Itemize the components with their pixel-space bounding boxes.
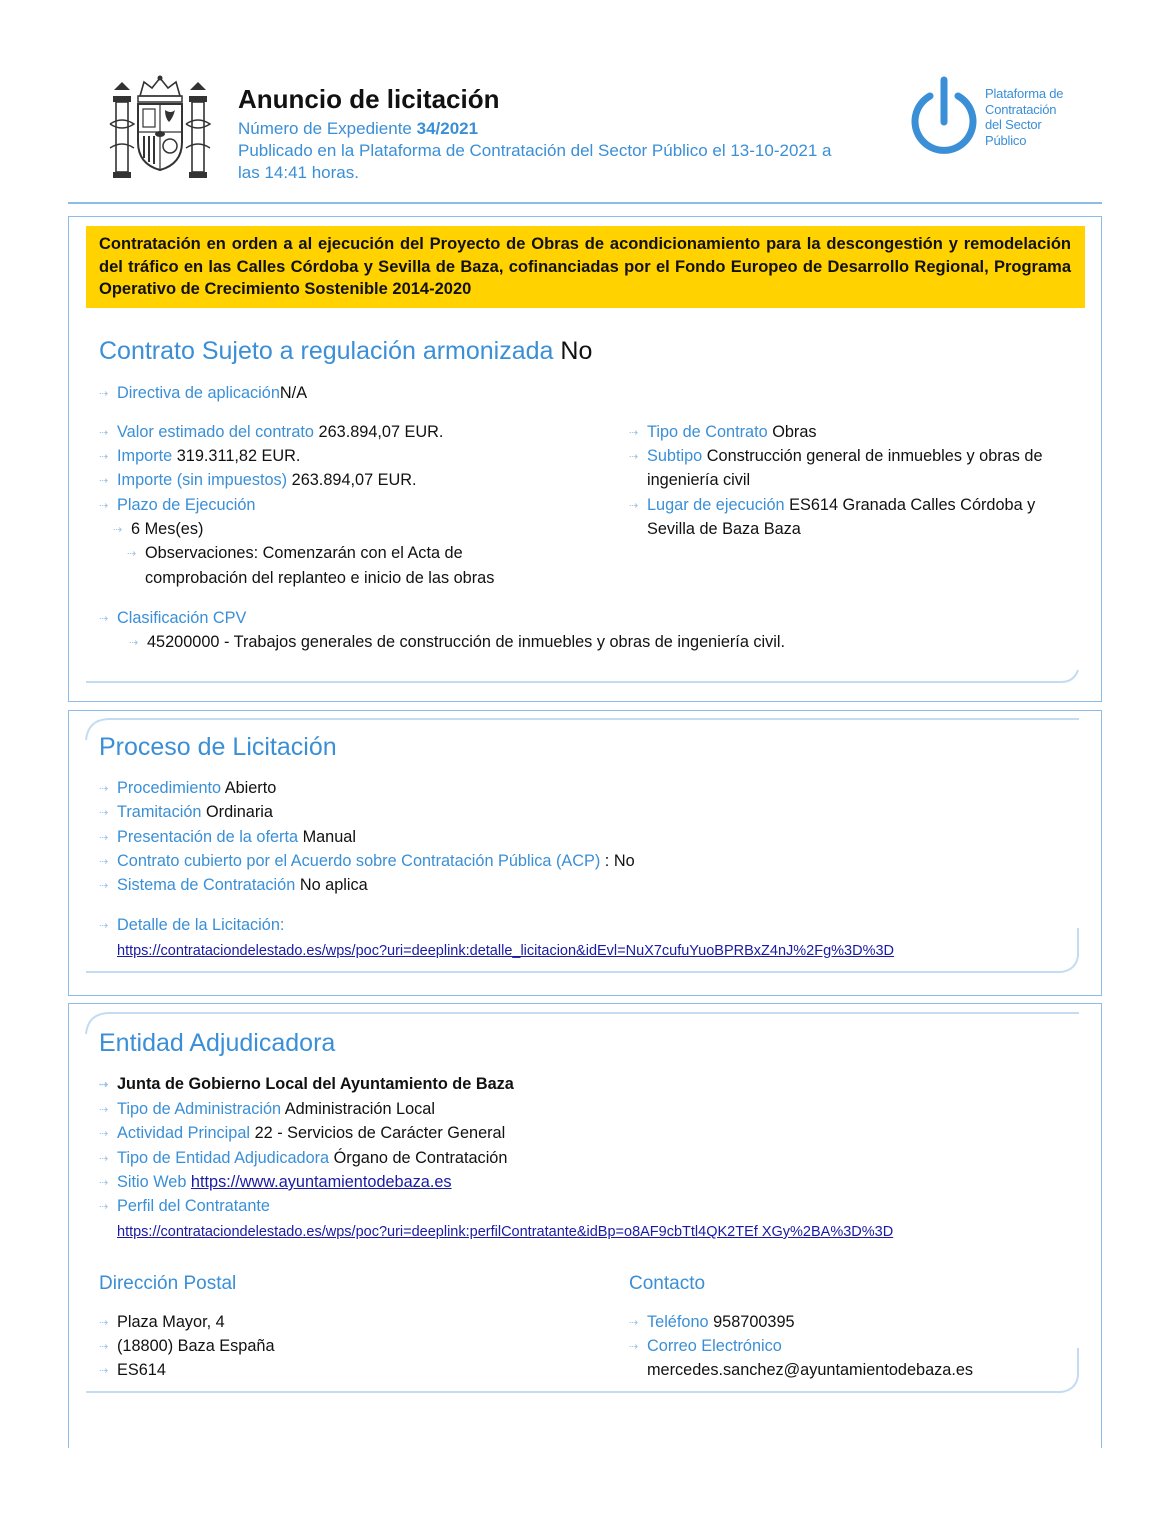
platform-text-line: Contratación [985,101,1057,117]
arrow-icon: ⇢ [99,475,109,487]
procedimiento-value: Abierto [224,779,277,797]
published-line-1: Publicado en la Plataforma de Contratación del Sector Público el 13-10-2021 a [238,141,832,160]
arrow-icon: ⇢ [99,1128,109,1140]
arrow-icon: ⇢ [99,427,109,439]
arrow-icon: ⇢ [127,548,137,560]
arrow-icon: ⇢ [99,1317,109,1329]
panel-corner-decoration [86,660,1082,686]
directiva-label: Directiva de aplicación [117,384,280,402]
sitio-web-row [99,1170,452,1196]
presentacion-label: Presentación de la oferta [117,828,299,846]
arrow-icon: ⇢ [99,451,109,463]
detalle-link-row [117,938,894,964]
tipo-admin-row [99,1097,435,1123]
subtipo-value: Construcción general de inmuebles y obras de [706,447,1043,465]
detalle-row [99,913,284,939]
entidad-heading: Entidad Adjudicadora [99,1029,336,1057]
arrow-icon: ⇢ [99,388,109,400]
actividad-value: 22 - Servicios de Carácter General [254,1124,506,1142]
direccion-heading: Dirección Postal [99,1273,237,1294]
presentacion-row [99,825,356,851]
direccion-line-2-row [99,1334,275,1360]
importe-sin-label: Importe (sin impuestos) [117,471,288,489]
arrow-icon: ⇢ [99,1177,109,1189]
acp-label: Contrato cubierto por el Acuerdo sobre Contratación Pública (ACP) [117,852,601,870]
tipo-entidad-label: Tipo de Entidad Adjudicadora [117,1149,330,1167]
arrow-icon: ⇢ [99,1104,109,1116]
entidad-name-row [99,1072,514,1098]
tipo-admin-label: Tipo de Administración [117,1100,282,1118]
subtipo-label: Subtipo [647,447,703,465]
cpv-label: Clasificación CPV [117,609,247,627]
procedimiento-row [99,776,276,802]
plazo-label: Plazo de Ejecución [117,496,256,514]
plazo-value-row [113,517,203,543]
tipo-admin-value: Administración Local [284,1100,435,1118]
lugar-label: Lugar de ejecución [647,496,785,514]
arrow-icon: ⇢ [99,832,109,844]
contrato-heading [99,337,592,366]
arrow-icon: ⇢ [99,1079,109,1091]
published-line-2: las 14:41 horas. [238,163,359,182]
procedimiento-label: Procedimiento [117,779,222,797]
directiva-row [99,381,307,407]
direccion-line-1-row [99,1310,225,1336]
correo-value: mercedes.sanchez@ayuntamientodebaza.es [647,1361,974,1379]
actividad-row [99,1121,505,1147]
arrow-icon: ⇢ [99,1341,109,1353]
perfil-link-row [117,1219,893,1245]
page-title: Anuncio de licitación [238,84,500,114]
arrow-icon: ⇢ [629,500,639,512]
observaciones-row [127,541,463,567]
sistema-value: No aplica [299,876,368,894]
tipo-label: Tipo de Contrato [647,423,768,441]
valor-label: Valor estimado del contrato [117,423,314,441]
cpv-row [99,606,246,632]
power-icon [908,76,980,158]
header-divider [68,202,1102,204]
direccion-line-1: Plaza Mayor, 4 [117,1313,225,1331]
lugar-value: ES614 Granada Calles Córdoba y [789,496,1036,514]
tipo-value: Obras [772,423,817,441]
tramitacion-value: Ordinaria [205,803,273,821]
sitio-web-label: Sitio Web [117,1173,187,1191]
plazo-value: 6 Mes(es) [131,520,204,538]
perfil-row [99,1194,270,1220]
lugar-row [629,493,1035,519]
contrato-heading-label: Contrato Sujeto a regulación armonizada [99,337,554,365]
perfil-contratante-link[interactable]: https://contrataciondelestado.es/wps/poc?uri=deeplink:perfilContratante&idBp=o8AF9cbTtl4QK2TEf XGy%2BA%3D%3D [117,1224,894,1240]
directiva-value: N/A [279,384,308,402]
tipo-row [629,420,817,446]
arrow-icon: ⇢ [113,524,123,536]
arrow-icon: ⇢ [629,1317,639,1329]
telefono-value: 958700395 [713,1313,795,1331]
arrow-icon: ⇢ [99,920,109,932]
telefono-label: Teléfono [647,1313,709,1331]
actividad-label: Actividad Principal [117,1124,251,1142]
arrow-icon: ⇢ [99,1153,109,1165]
platform-logo-text [985,86,1063,148]
direccion-line-3: ES614 [117,1361,166,1379]
importe-row [99,444,300,470]
importe-value: 319.311,82 EUR. [176,447,301,465]
valor-value: 263.894,07 EUR. [318,423,444,441]
sistema-row [99,873,368,899]
cpv-value: 45200000 - Trabajos generales de construcción de inmuebles y obras de ingeniería civil. [147,633,786,651]
correo-label: Correo Electrónico [647,1337,782,1355]
valor-row [99,420,443,446]
platform-text-line: Público [985,132,1027,148]
platform-text-line: del Sector [985,117,1042,132]
arrow-icon: ⇢ [129,637,139,649]
direccion-line-3-row [99,1358,166,1384]
arrow-icon: ⇢ [629,1341,639,1353]
entidad-name: Junta de Gobierno Local del Ayuntamiento de Baza [117,1075,514,1093]
tipo-entidad-value: Órgano de Contratación [333,1149,508,1167]
subtipo-value-line-2: ingeniería civil [647,471,751,489]
platform-text-line: Plataforma de [985,86,1064,101]
observaciones-line-2: comprobación del replanteo e inicio de las obras [145,569,495,587]
subtipo-row [629,444,1043,470]
expediente-number: 34/2021 [416,119,479,138]
arrow-icon: ⇢ [99,856,109,868]
contract-title-banner: Contratación en orden a al ejecución del Proyecto de Obras de acondicionamiento para la descongestión y remodelación del tráfico en las Calles Córdoba y Sevilla de Baza, cofinanciadas por el Fondo Europeo de Desarrollo Regional, Programa Operativo de Crecimiento Sostenible 2014-2020 [86,226,1085,308]
detalle-label: Detalle de la Licitación: [117,916,285,934]
detalle-licitacion-link[interactable]: https://contrataciondelestado.es/wps/poc?uri=deeplink:detalle_licitacion&idEvl=NuX7cufuYuoBPRBxZ4nJ%2Fg%3D%3D [117,943,895,959]
importe-sin-value: 263.894,07 EUR. [291,471,417,489]
contrato-heading-value: No [560,337,593,365]
sitio-web-link[interactable]: https://www.ayuntamientodebaza.es [190,1173,452,1191]
lugar-value-line-2: Sevilla de Baza Baza [647,520,801,538]
arrow-icon: ⇢ [99,880,109,892]
expediente-info [238,118,898,184]
proceso-heading: Proceso de Licitación [99,733,337,761]
plazo-row [99,493,255,519]
arrow-icon: ⇢ [99,1201,109,1213]
arrow-icon: ⇢ [629,451,639,463]
correo-row [629,1334,782,1360]
tramitacion-row [99,800,273,826]
spain-coat-of-arms-logo [108,74,212,184]
telefono-row [629,1310,795,1336]
expediente-label: Número de Expediente [238,119,412,138]
presentacion-value: Manual [302,828,356,846]
arrow-icon: ⇢ [99,1365,109,1377]
direccion-line-2: (18800) Baza España [117,1337,275,1355]
arrow-icon: ⇢ [99,807,109,819]
importe-sin-row [99,468,417,494]
tipo-entidad-row [99,1146,507,1172]
arrow-icon: ⇢ [99,783,109,795]
perfil-label: Perfil del Contratante [117,1197,270,1215]
observaciones-line-1: Observaciones: Comenzarán con el Acta de [145,544,463,562]
acp-value: : No [604,852,635,870]
arrow-icon: ⇢ [629,427,639,439]
acp-row [99,849,635,875]
cpv-value-row [129,630,785,656]
arrow-icon: ⇢ [99,613,109,625]
contacto-heading: Contacto [629,1273,706,1294]
sistema-label: Sistema de Contratación [117,876,296,894]
arrow-icon: ⇢ [99,500,109,512]
tramitacion-label: Tramitación [117,803,202,821]
importe-label: Importe [117,447,173,465]
